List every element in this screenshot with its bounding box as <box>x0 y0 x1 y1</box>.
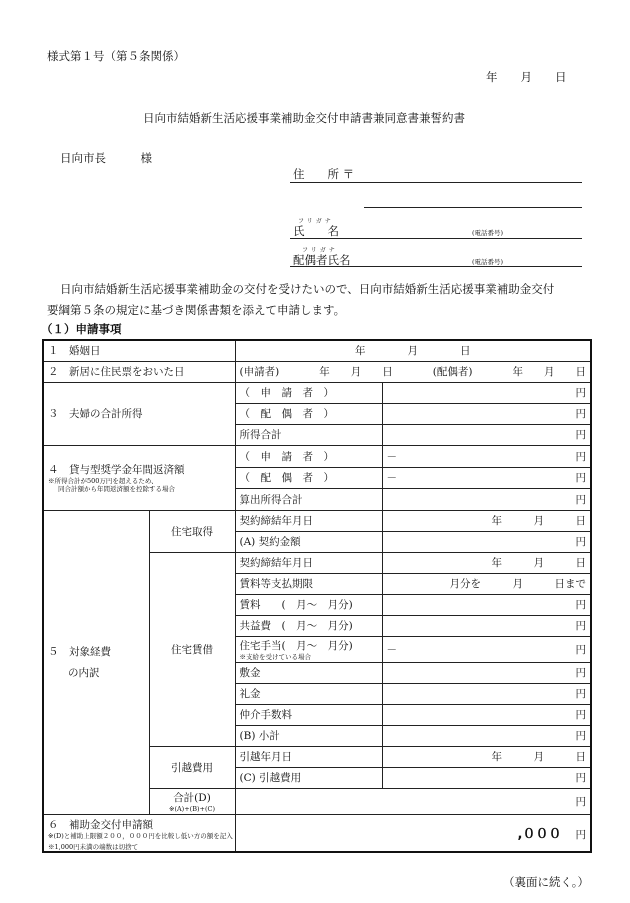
allowance-label: 住宅手当( 月～ 月分) <box>239 639 353 652</box>
row-marriage-date <box>43 340 591 361</box>
minus-sign: － <box>386 643 397 656</box>
page-title: 日向市結婚新生活応援事業補助金交付申請書兼同意書兼誓約書 <box>143 111 465 125</box>
agent-fee-label: 仲介手数料 <box>235 704 382 725</box>
income-total-label: 所得合計 <box>235 424 382 445</box>
moving-cost-label: (C) 引越費用 <box>235 767 382 788</box>
key-money-value[interactable]: 円 <box>382 683 591 704</box>
application-table <box>42 339 592 853</box>
yen-unit: 円 <box>575 472 586 484</box>
grant-amount-label-cell <box>43 814 235 852</box>
yen-unit: 円 <box>575 829 586 842</box>
name-label: 氏 名 <box>293 224 339 238</box>
marriage-date-label: １ 婚姻日 <box>43 340 235 361</box>
expenses-label-1: ５ 対象経費 <box>48 646 111 658</box>
scholarship-applicant-label: （ 申 請 者 ） <box>235 445 382 467</box>
buy-contract-date-value[interactable]: 年 月 日 <box>382 510 591 531</box>
total-label-cell <box>149 788 235 814</box>
rent-contract-date-value[interactable]: 年 月 日 <box>382 552 591 573</box>
moving-date-label: 引越年月日 <box>235 746 382 767</box>
grant-note-2: ※1,000円未満の端数は切捨て <box>48 842 139 851</box>
deposit-value[interactable]: 円 <box>382 662 591 683</box>
marriage-date-value[interactable]: 年 月 日 <box>235 340 591 361</box>
grant-amount-figure: ,０００ <box>517 827 562 843</box>
allowance-note: ※支給を受けている場合 <box>239 652 311 661</box>
income-applicant-label: （ 申 請 者 ） <box>235 382 382 403</box>
scholarship-label: ４ 貸与型奨学金年間返済額 <box>48 464 185 476</box>
scholarship-spouse-label: （ 配 偶 者 ） <box>235 467 382 488</box>
expenses-label-cell <box>43 510 149 814</box>
address-label: 住 所 〒 <box>293 167 355 181</box>
income-spouse-label: （ 配 偶 者 ） <box>235 403 382 424</box>
moving-label: 引越費用 <box>149 746 235 788</box>
residence-spouse: (配偶者) <box>432 366 473 378</box>
row-residence-date <box>43 361 591 382</box>
contract-amount-value[interactable]: 円 <box>382 531 591 552</box>
name-line[interactable] <box>290 238 582 239</box>
address-line-1[interactable] <box>290 182 582 183</box>
grant-note-1: ※(D)と補助上限額２００，０００円を比較し低い方の額を記入 <box>48 831 233 840</box>
furigana-2: フリガナ <box>302 247 338 254</box>
address-line-2[interactable] <box>364 207 582 208</box>
total-formula: ※(A)+(B)+(C) <box>169 804 215 813</box>
form-number: 様式第１号（第５条関係） <box>47 49 185 63</box>
allowance-label-cell <box>235 636 382 662</box>
subtotal-b-value[interactable]: 円 <box>382 725 591 746</box>
total-value[interactable]: 円 <box>235 788 591 814</box>
grant-amount-value[interactable] <box>235 814 591 852</box>
subtotal-b-label: (B) 小計 <box>235 725 382 746</box>
buy-contract-date-label: 契約締結年月日 <box>235 510 382 531</box>
scholarship-note-2: 同合計額から年間返済額を控除する場合 <box>58 485 175 493</box>
residence-applicant: (申請者) <box>239 366 280 378</box>
furigana-1: フリガナ <box>298 218 334 225</box>
expenses-label-2: の内訳 <box>68 667 100 679</box>
body-text-1: 日向市結婚新生活応援事業補助金の交付を受けたいので、日向市結婚新生活応援事業補助金交付 <box>60 282 555 296</box>
section-heading: （１）申請事項 <box>41 322 122 336</box>
addressee: 日向市長 様 <box>60 151 152 165</box>
calculated-income-value[interactable]: 円 <box>382 488 591 510</box>
scholarship-note-1: ※所得合計が500万円を超えるため、 <box>48 477 158 485</box>
minus-sign: － <box>386 450 397 463</box>
scholarship-applicant-value[interactable] <box>382 445 591 467</box>
housing-buy-label: 住宅取得 <box>149 510 235 552</box>
income-applicant-value[interactable]: 円 <box>382 382 591 403</box>
deposit-label: 敷金 <box>235 662 382 683</box>
key-money-label: 礼金 <box>235 683 382 704</box>
yen-unit: 円 <box>575 643 586 656</box>
grant-amount-label: ６ 補助金交付申請額 <box>48 818 153 831</box>
common-fee-label: 共益費 ( 月～ 月分) <box>235 615 382 636</box>
moving-cost-value[interactable]: 円 <box>382 767 591 788</box>
scholarship-label-cell <box>43 445 235 510</box>
rent-period-value[interactable]: 月分を 月 日まで <box>382 573 591 594</box>
residence-date-label: ２ 新居に住民票をおいた日 <box>43 361 235 382</box>
rent-value[interactable]: 円 <box>382 594 591 615</box>
scholarship-spouse-value[interactable] <box>382 467 591 488</box>
spouse-label: 配偶者氏名 <box>293 253 351 267</box>
income-spouse-value[interactable]: 円 <box>382 403 591 424</box>
continued-note: （裏面に続く。） <box>503 875 590 889</box>
contract-amount-label: (A) 契約金額 <box>235 531 382 552</box>
rent-label: 賃料 ( 月～ 月分) <box>235 594 382 615</box>
date-line: 年 月 日 <box>486 70 567 84</box>
spouse-line[interactable] <box>290 266 582 267</box>
housing-rent-label: 住宅賃借 <box>149 552 235 746</box>
income-total-value[interactable]: 円 <box>382 424 591 445</box>
rent-contract-date-label: 契約締結年月日 <box>235 552 382 573</box>
yen-unit: 円 <box>575 450 586 463</box>
total-label: 合計(D) <box>173 791 211 804</box>
calculated-income-label: 算出所得合計 <box>235 488 382 510</box>
moving-date-value[interactable]: 年 月 日 <box>382 746 591 767</box>
minus-sign: － <box>386 472 397 484</box>
residence-spouse-date[interactable]: 年 月 日 <box>512 366 586 378</box>
allowance-value[interactable] <box>382 636 591 662</box>
income-label: ３ 夫婦の合計所得 <box>43 382 235 445</box>
phone-label-2: (電話番号) <box>472 258 504 266</box>
common-fee-value[interactable]: 円 <box>382 615 591 636</box>
body-text-2: 要綱第５条の規定に基づき関係書類を添えて申請します。 <box>47 303 346 317</box>
phone-label-1: (電話番号) <box>472 229 504 237</box>
residence-date-value[interactable] <box>235 361 591 382</box>
residence-applicant-date[interactable]: 年 月 日 <box>319 366 393 378</box>
agent-fee-value[interactable]: 円 <box>382 704 591 725</box>
rent-period-label: 賃料等支払期限 <box>235 573 382 594</box>
